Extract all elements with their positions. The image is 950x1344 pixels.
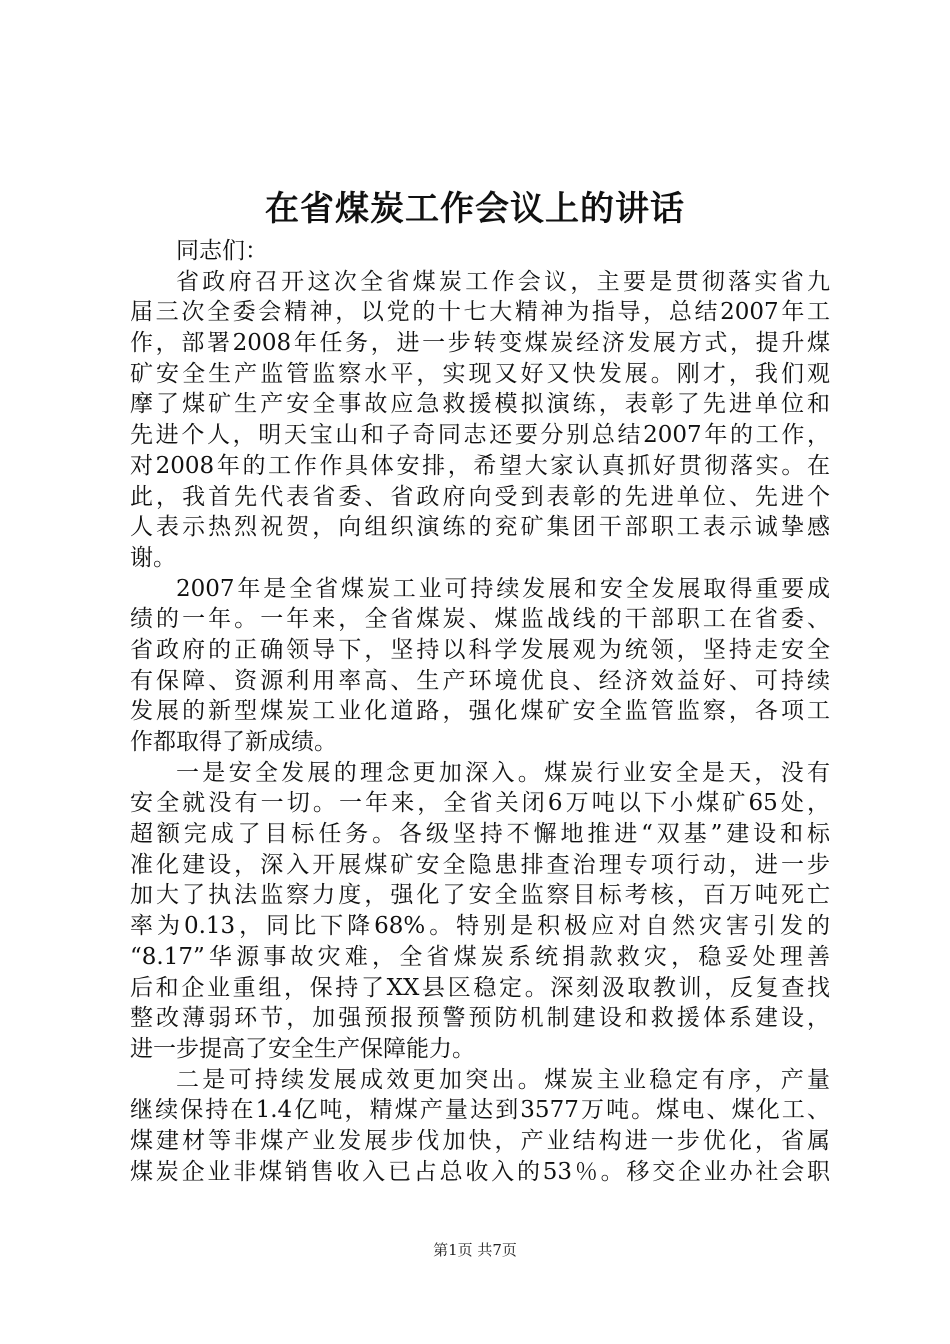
body-line: 谢。	[130, 544, 176, 571]
body-line: 煤建材等非煤产业发展步伐加快，产业结构进一步优化，省属	[130, 1127, 830, 1154]
body-line: 作都取得了新成绩。	[130, 729, 337, 755]
body-line: 发展的新型煤炭工业化道路，强化煤矿安全监管监察，各项工	[130, 698, 830, 725]
body-line: 省政府召开这次全省煤炭工作会议，主要是贯彻落实省九	[176, 268, 830, 295]
document-body	[130, 236, 830, 1187]
document-title: 在省煤炭工作会议上的讲话	[265, 189, 685, 229]
body-line: 安全就没有一切。一年来，全省关闭6万吨以下小煤矿65处，	[130, 790, 830, 817]
page-footer: 第1页 共7页	[433, 1241, 517, 1259]
body-line: 矿安全生产监管监察水平，实现又好又快发展。刚才，我们观	[130, 360, 830, 387]
body-line: 有保障、资源利用率高、生产环境优良、经济效益好、可持续	[130, 667, 830, 694]
body-line: “8.17”华源事故灾难，全省煤炭系统捐款救灾，稳妥处理善	[130, 943, 830, 970]
body-line: 对2008年的工作作具体安排，希望大家认真抓好贯彻落实。在	[130, 452, 830, 479]
body-line: 煤炭企业非煤销售收入已占总收入的53％。移交企业办社会职	[130, 1158, 830, 1185]
body-line: 届三次全委会精神，以党的十七大精神为指导，总结2007年工	[130, 299, 830, 326]
body-line: 先进个人，明天宝山和子奇同志还要分别总结2007年的工作，	[130, 422, 830, 449]
body-line: 同志们：	[176, 238, 268, 264]
body-line: 一是安全发展的理念更加深入。煤炭行业安全是天，没有	[176, 759, 830, 786]
body-line: 此，我首先代表省委、省政府向受到表彰的先进单位、先进个	[130, 483, 830, 510]
body-line: 准化建设，深入开展煤矿安全隐患排查治理专项行动，进一步	[130, 851, 830, 878]
body-line: 后和企业重组，保持了XX县区稳定。深刻汲取教训，反复查找	[130, 974, 830, 1001]
body-line: 二是可持续发展成效更加突出。煤炭主业稳定有序，产量	[176, 1066, 830, 1093]
body-line: 超额完成了目标任务。各级坚持不懈地推进“双基”建设和标	[130, 821, 830, 848]
body-line: 省政府的正确领导下，坚持以科学发展观为统领，坚持走安全	[130, 636, 830, 663]
body-line: 率为0.13，同比下降68%。特别是积极应对自然灾害引发的	[130, 913, 830, 940]
body-line: 继续保持在1.4亿吨，精煤产量达到3577万吨。煤电、煤化工、	[130, 1097, 830, 1124]
body-line: 人表示热烈祝贺，向组织演练的兖矿集团干部职工表示诚挚感	[130, 514, 830, 541]
body-line: 加大了执法监察力度，强化了安全监察目标考核，百万吨死亡	[130, 882, 830, 909]
body-line: 2007年是全省煤炭工业可持续发展和安全发展取得重要成	[176, 575, 830, 602]
body-line: 进一步提高了安全生产保障能力。	[130, 1035, 475, 1062]
body-line: 摩了煤矿生产安全事故应急救援模拟演练，表彰了先进单位和	[130, 391, 830, 418]
body-line: 绩的一年。一年来，全省煤炭、煤监战线的干部职工在省委、	[130, 606, 830, 633]
body-line: 作，部署2008年任务，进一步转变煤炭经济发展方式，提升煤	[130, 330, 830, 357]
body-line: 整改薄弱环节，加强预报预警预防机制建设和救援体系建设，	[130, 1005, 830, 1032]
